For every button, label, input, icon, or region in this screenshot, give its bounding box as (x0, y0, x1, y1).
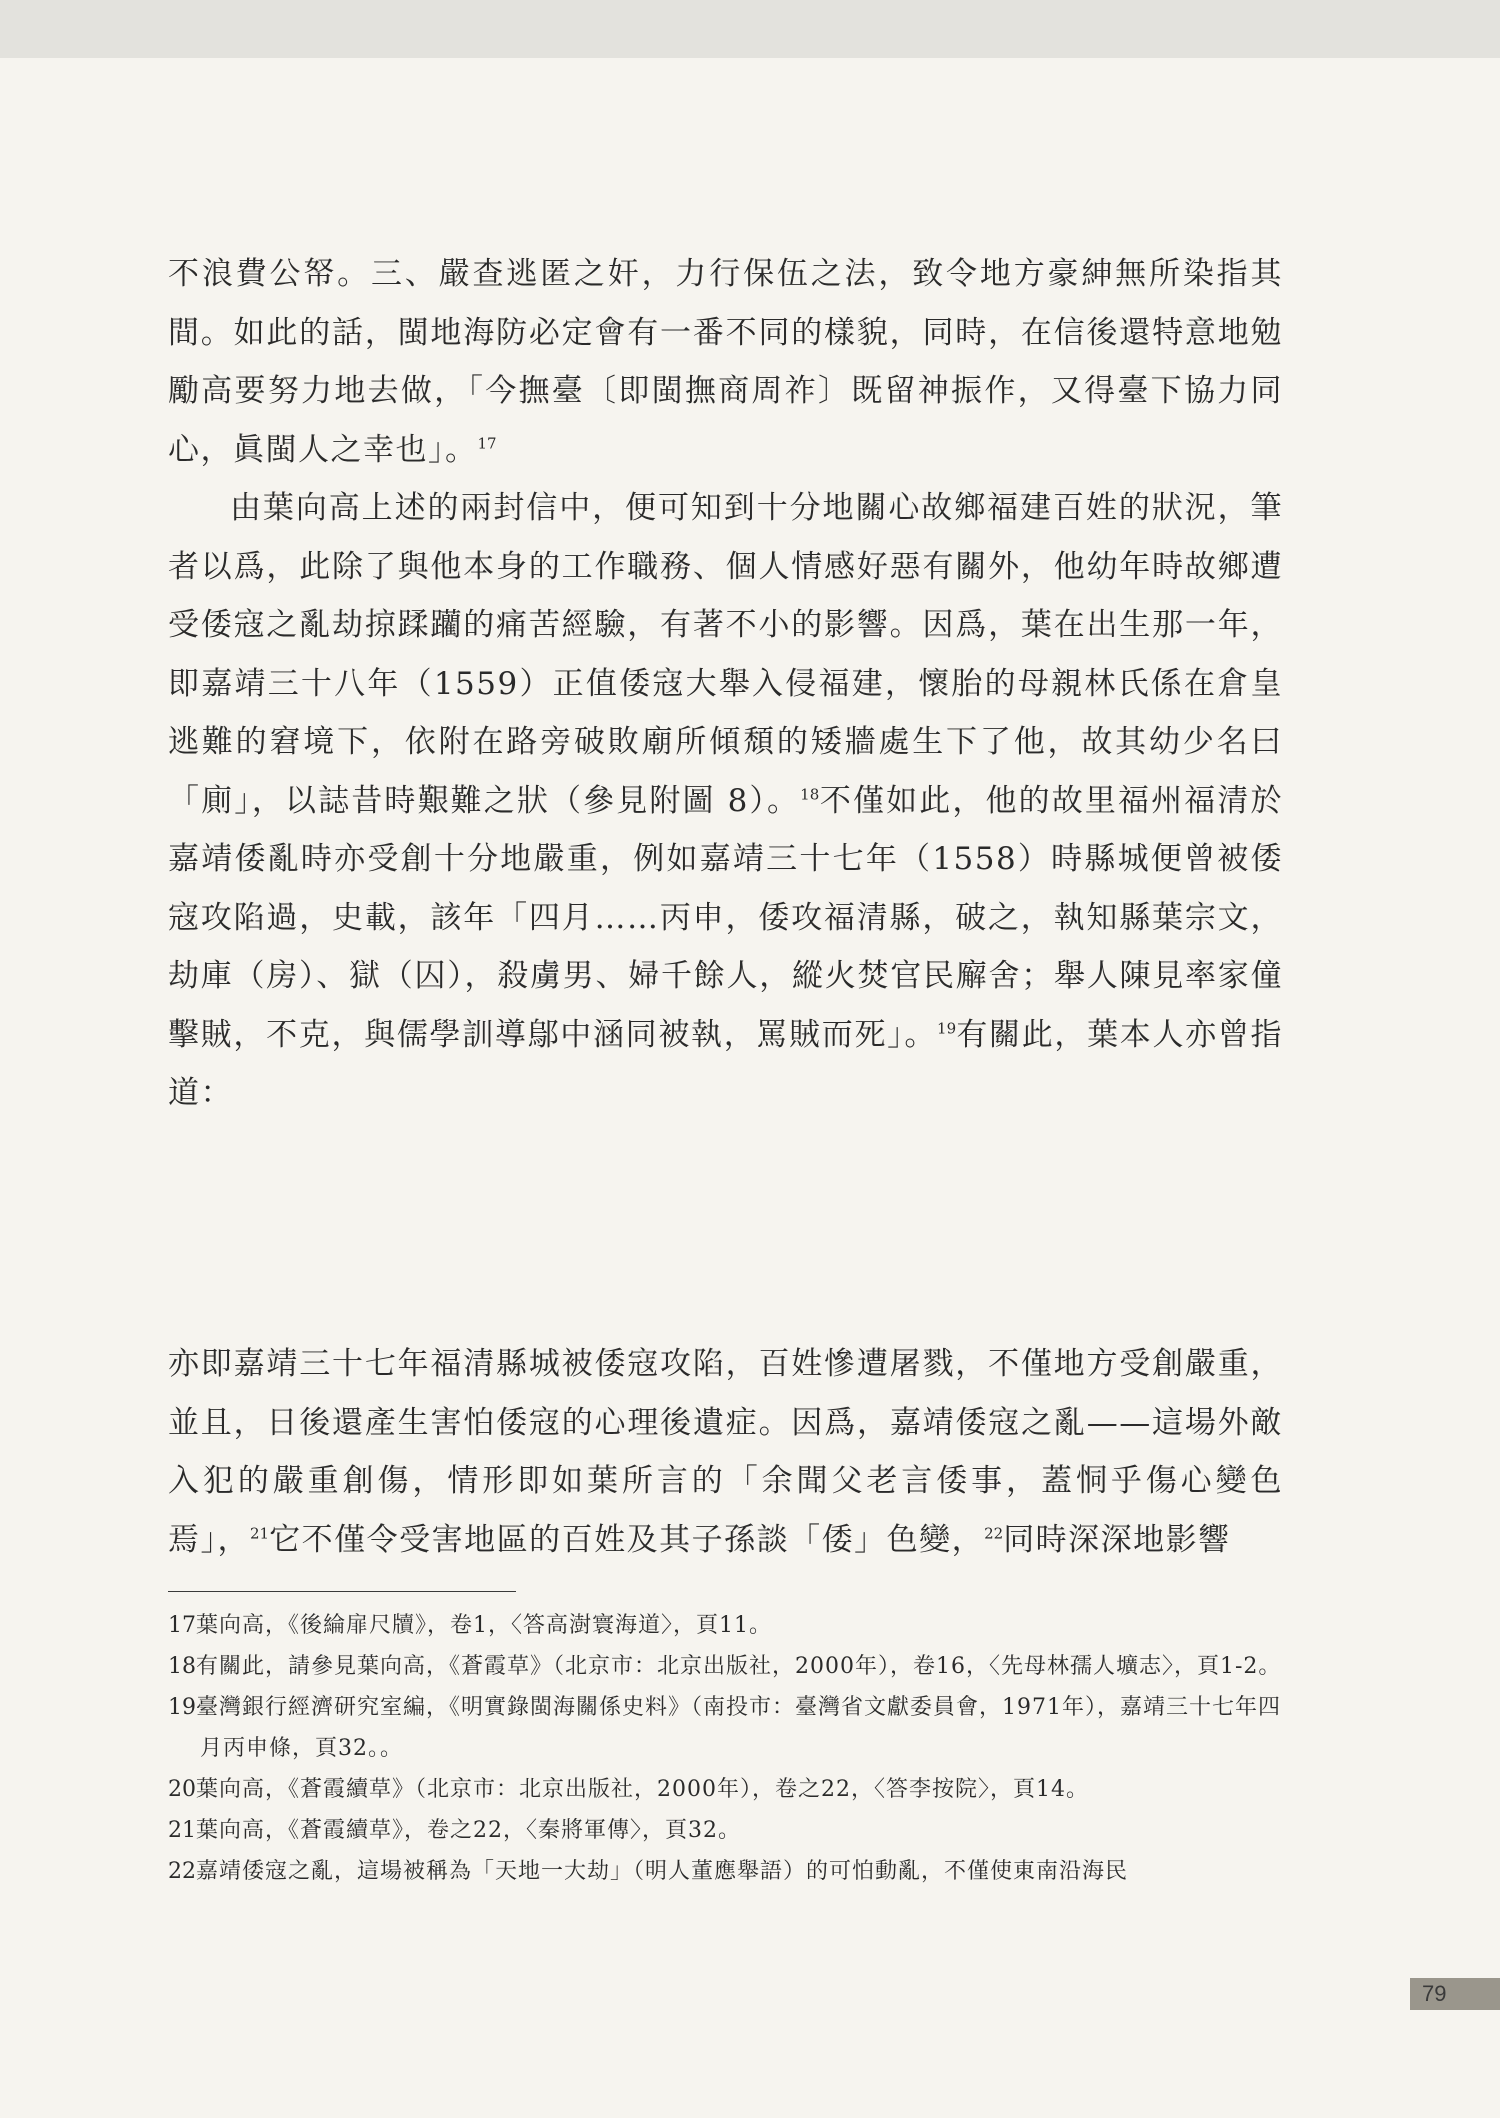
scan-top-band (0, 0, 1500, 58)
body-text (168, 245, 1283, 1123)
footnotes (168, 1605, 1283, 1892)
body-text-continued (168, 1335, 1283, 1569)
paragraph-1: 不浪費公帑。三、嚴查逃匿之奸，力行保伍之法，致令地方豪紳無所染指其間。如此的話，閩地海防必定會有一番不同的樣貌，同時，在信後還特意地勉勵高要努力地去做，「今撫臺〔即閩撫商周祚〕既留神振作，又得臺下協力同心，眞閩人之幸也」。$^{17}$ (168, 256, 1283, 468)
footnote-ref-17[interactable]: 17 (477, 434, 497, 453)
footnote-divider (168, 1591, 516, 1592)
footnote-18: 18有關此，請參見葉向高，《蒼霞草》（北京市：北京出版社，2000年），卷16，〈先母林孺人壙志〉，頁1-2。 (168, 1654, 1282, 1679)
paragraph-3: 亦即嘉靖三十七年福清縣城被倭寇攻陷，百姓慘遭屠戮，不僅地方受創嚴重，並且，日後還產生害怕倭寇的心理後遺症。因爲，嘉靖倭寇之亂——這場外敵入犯的嚴重創傷，情形即如葉所言的「余聞父老言倭事，蓋恫乎傷心變色焉」，$^{21}$它不僅令受害地區的百姓及其子孫談「倭」色變，$^{22}$同時深深地影響 (168, 1346, 1283, 1558)
footnote-19: 19臺灣銀行經濟研究室編，《明實錄閩海關係史料》（南投市：臺灣省文獻委員會，1971年），嘉靖三十七年四月丙申條，頁32。。 (168, 1695, 1281, 1761)
footnote-20: 20葉向高，《蒼霞續草》（北京市：北京出版社，2000年），卷之22，〈答李按院〉，頁14。 (168, 1777, 1089, 1802)
footnote-ref-22[interactable]: 22 (984, 1524, 1004, 1543)
paragraph-2: 由葉向高上述的兩封信中，便可知到十分地關心故鄉福建百姓的狀況，筆者以爲，此除了與他本身的工作職務、個人情感好惡有關外，他幼年時故鄉遭受倭寇之亂劫掠蹂躪的痛苦經驗，有著不小的影響。因爲，葉在出生那一年，即嘉靖三十八年（1559）正值倭寇大舉入侵福建，懷胎的母親林氏係在倉皇逃難的窘境下，依附在路旁破敗廟所傾頹的矮牆處生下了他，故其幼少名曰「廁」，以誌昔時艱難之狀（參見附圖 8）。$^{18}$不僅如此，他的故里福州福清於嘉靖倭亂時亦受創十分地嚴重，例如嘉靖三十七年（1558）時縣城便曾被倭寇攻陷過，史載，該年「四月……丙申，倭攻福清縣，破之，執知縣葉宗文，劫庫（房）、獄（囚），殺虜男、婦千餘人，縱火焚官民廨舍；舉人陳見率家僮擊賊，不克，與儒學訓導鄔中涵同被執，罵賊而死」。$^{19}$有關此，葉本人亦曾指道： (168, 490, 1284, 1111)
footnote-21: 21葉向高，《蒼霞續草》，卷之22，〈秦將軍傳〉，頁32。 (168, 1818, 741, 1843)
footnote-22: 22嘉靖倭寇之亂，這場被稱為「天地一大劫」（明人董應舉語）的可怕動亂，不僅使東南沿海民 (168, 1859, 1129, 1884)
footnote-ref-19[interactable]: 19 (937, 1019, 957, 1038)
footnote-17: 17葉向高，《後綸扉尺牘》，卷1，〈答高澍寰海道〉，頁11。 (168, 1613, 772, 1638)
footnote-ref-18[interactable]: 18 (800, 785, 820, 804)
page-number: 79 (1410, 1978, 1500, 2010)
footnote-ref-21[interactable]: 21 (250, 1524, 270, 1543)
